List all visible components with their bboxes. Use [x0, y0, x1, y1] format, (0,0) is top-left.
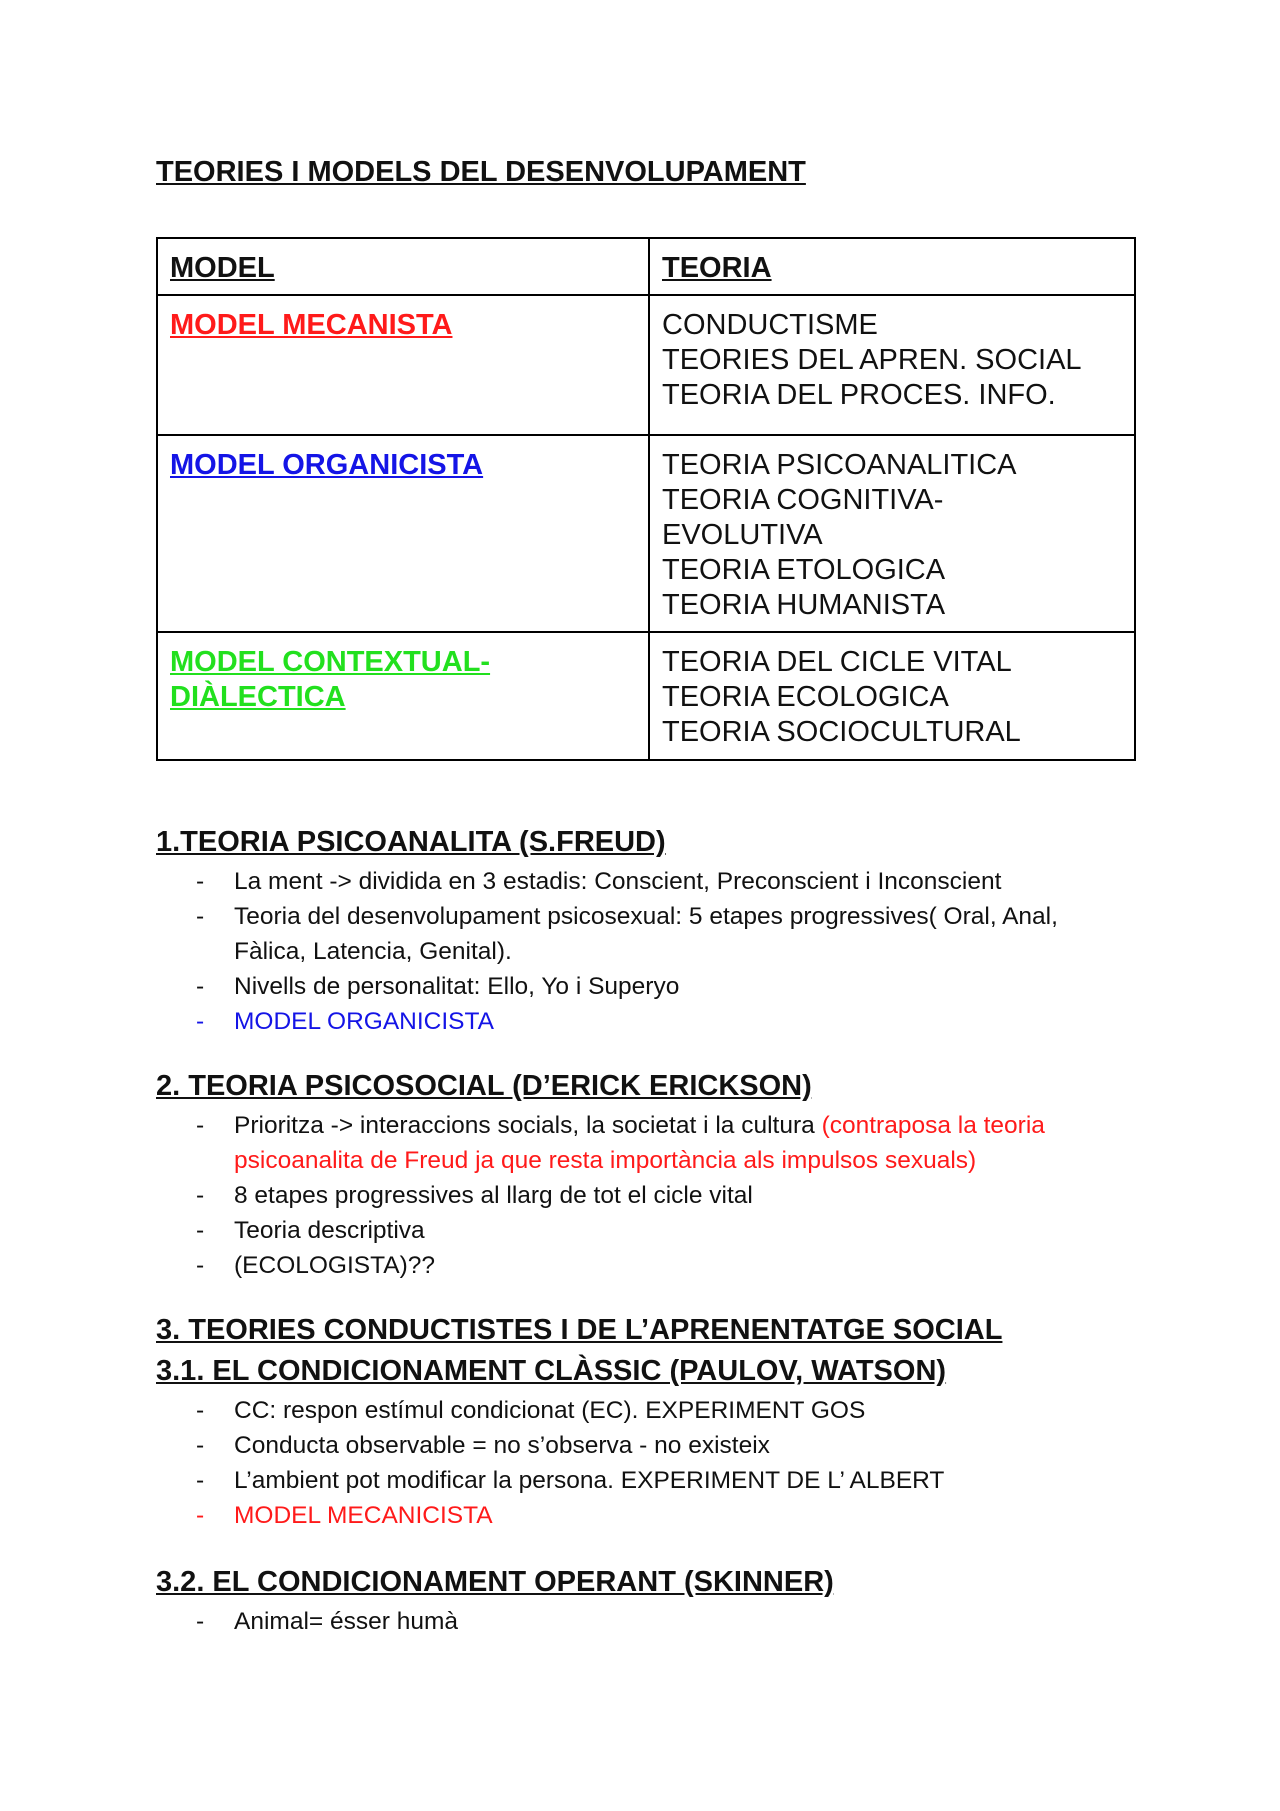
- list-item-text: Animal= ésser humà: [234, 1608, 459, 1635]
- dash-bullet: -: [196, 1217, 205, 1244]
- dash-bullet: -: [196, 1252, 205, 1279]
- list-item-text: Teoria del desenvolupament psicosexual: 5 etapes progressives( Oral, Anal, Fàlica, Latencia, Genital).: [234, 903, 1058, 965]
- section-heading-freud: 1.TEORIA PSICOANALITA (S.FREUD): [156, 826, 666, 858]
- classic-list: [196, 1393, 1126, 1533]
- theory-item: TEORIA COGNITIVA-: [662, 484, 944, 516]
- dash-bullet: -: [196, 1008, 205, 1035]
- model-mecanista: MODEL MECANISTA: [170, 309, 453, 341]
- list-item: [196, 1248, 1126, 1283]
- list-item-text: L’ambient pot modificar la persona. EXPERIMENT DE L’ ALBERT: [234, 1467, 945, 1494]
- list-item-text: Nivells de personalitat: Ello, Yo i Superyo: [234, 973, 680, 1000]
- list-item: [196, 899, 1126, 969]
- section-heading-conductistes: 3. TEORIES CONDUCTISTES I DE L’APRENENTATGE SOCIAL: [156, 1314, 1003, 1346]
- dash-bullet: -: [196, 903, 205, 930]
- list-item-text: MODEL MECANICISTA: [234, 1502, 493, 1529]
- list-item: [196, 1108, 1126, 1178]
- operant-list: [196, 1604, 1126, 1639]
- models-table: [156, 237, 1136, 761]
- theory-cell: [649, 295, 1135, 435]
- theory-item: TEORIA HUMANISTA: [662, 589, 946, 621]
- theory-item: TEORIA DEL CICLE VITAL: [662, 646, 1012, 678]
- dash-bullet: -: [196, 1467, 205, 1494]
- list-item: [196, 969, 1126, 1004]
- dash-bullet: -: [196, 1182, 205, 1209]
- model-cell: [157, 295, 649, 435]
- theory-cell: [649, 435, 1135, 632]
- table-header-row: [157, 238, 1135, 295]
- list-item: [196, 1498, 1126, 1533]
- table-row: [157, 435, 1135, 632]
- subsection-heading-operant: 3.2. EL CONDICIONAMENT OPERANT (SKINNER): [156, 1566, 834, 1598]
- list-item: [196, 1213, 1126, 1248]
- list-item-text: MODEL ORGANICISTA: [234, 1008, 495, 1035]
- freud-list: [196, 864, 1126, 1039]
- model-contextual-line2: DIÀLECTICA: [170, 681, 346, 713]
- list-item: [196, 1463, 1126, 1498]
- theory-item: TEORIA SOCIOCULTURAL: [662, 716, 1021, 748]
- model-cell: [157, 435, 649, 632]
- dash-bullet: -: [196, 973, 205, 1000]
- theory-item: TEORIA PSICOANALITICA: [662, 449, 1017, 481]
- erickson-list: [196, 1108, 1126, 1283]
- theory-item: CONDUCTISME: [662, 309, 878, 341]
- theory-item: TEORIA ETOLOGICA: [662, 554, 946, 586]
- model-cell: [157, 632, 649, 760]
- list-item-note: (contraposa la teoria psicoanalita de Freud ja que resta importància als impulsos sexuals): [234, 1112, 1045, 1174]
- document-title: TEORIES I MODELS DEL DESENVOLUPAMENT: [156, 156, 806, 188]
- list-item: [196, 1604, 1126, 1639]
- dash-bullet: -: [196, 1608, 205, 1635]
- theory-item: EVOLUTIVA: [662, 519, 823, 551]
- list-item: [196, 1178, 1126, 1213]
- table-row: [157, 632, 1135, 760]
- header-teoria: TEORIA: [649, 238, 1135, 295]
- list-item: [196, 1393, 1126, 1428]
- list-item-text: La ment -> dividida en 3 estadis: Conscient, Preconscient i Inconscient: [234, 868, 1002, 895]
- list-item-text: (ECOLOGISTA)??: [234, 1252, 436, 1279]
- model-organicista: MODEL ORGANICISTA: [170, 449, 484, 481]
- list-item: [196, 864, 1126, 899]
- theory-item: TEORIES DEL APREN. SOCIAL: [662, 344, 1082, 376]
- theory-item: TEORIA DEL PROCES. INFO.: [662, 379, 1056, 411]
- list-item-text: Prioritza -> interaccions socials, la societat i la cultura: [234, 1112, 822, 1139]
- section-heading-erickson: 2. TEORIA PSICOSOCIAL (D’ERICK ERICKSON): [156, 1070, 812, 1102]
- dash-bullet: -: [196, 868, 205, 895]
- list-item: [196, 1004, 1126, 1039]
- header-model: MODEL: [157, 238, 649, 295]
- model-contextual-line1: MODEL CONTEXTUAL-: [170, 646, 491, 678]
- list-item-text: CC: respon estímul condicionat (EC). EXPERIMENT GOS: [234, 1397, 866, 1424]
- dash-bullet: -: [196, 1112, 205, 1139]
- table-row: [157, 295, 1135, 435]
- list-item: [196, 1428, 1126, 1463]
- dash-bullet: -: [196, 1397, 205, 1424]
- dash-bullet: -: [196, 1432, 205, 1459]
- theory-cell: [649, 632, 1135, 760]
- list-item-text: 8 etapes progressives al llarg de tot el cicle vital: [234, 1182, 753, 1209]
- dash-bullet: -: [196, 1502, 205, 1529]
- list-item-text: Teoria descriptiva: [234, 1217, 425, 1244]
- theory-item: TEORIA ECOLOGICA: [662, 681, 949, 713]
- subsection-heading-classic: 3.1. EL CONDICIONAMENT CLÀSSIC (PAULOV, WATSON): [156, 1355, 947, 1387]
- list-item-text: Conducta observable = no s’observa - no existeix: [234, 1432, 770, 1459]
